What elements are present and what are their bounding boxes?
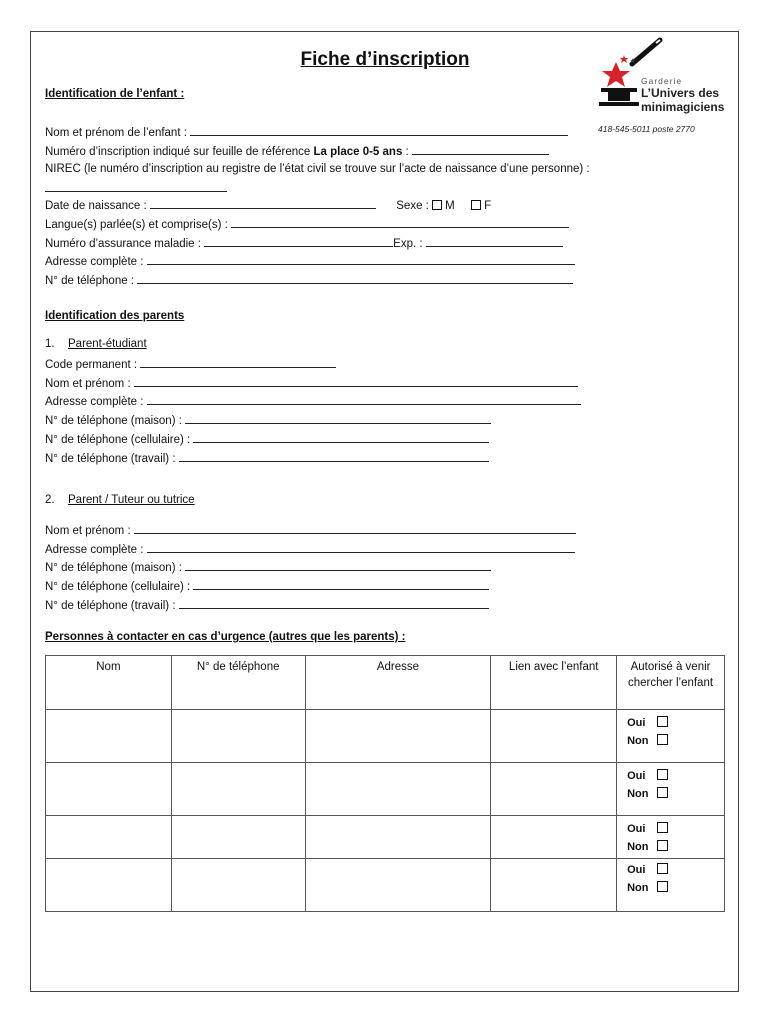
- sex-m-label: M: [445, 200, 455, 212]
- nirec-label: NIREC (le numéro d’inscription au registre de l’état civil se trouve sur l’acte de naissance d’une personne) :: [45, 163, 590, 175]
- contact-phone-cell[interactable]: [171, 763, 305, 816]
- authorized-yes-option: [627, 820, 724, 838]
- yes-label: Oui: [627, 770, 646, 782]
- parent2-work-field[interactable]: [179, 597, 489, 609]
- contact-authorized-cell: [617, 859, 725, 912]
- column-header-address: Adresse: [305, 656, 491, 710]
- contact-name-cell[interactable]: [46, 710, 172, 763]
- contact-address-cell[interactable]: [305, 763, 491, 816]
- child-address-row: [45, 253, 575, 269]
- languages-label: Langue(s) parlée(s) et comprise(s) :: [45, 219, 228, 231]
- logo-phone: 418-545-5011 poste 2770: [598, 124, 695, 134]
- logo-subtitle: Garderie: [641, 76, 683, 86]
- yes-checkbox[interactable]: [657, 822, 668, 833]
- child-inscription-row: [45, 143, 549, 159]
- authorized-yes-option: [627, 714, 724, 732]
- parent2-home-row: [45, 559, 491, 575]
- health-exp-label: Exp. :: [393, 238, 423, 250]
- parent2-number: 2.: [45, 494, 55, 506]
- inscription-label-post: :: [402, 146, 409, 158]
- star-icon: [602, 62, 630, 87]
- contact-authorized-cell: [617, 710, 725, 763]
- sex-f-label: F: [484, 200, 492, 212]
- authorized-no-option: [627, 838, 724, 856]
- parent1-cell-row: [45, 431, 489, 447]
- parent1-name-row: [45, 375, 578, 391]
- inscription-number-field[interactable]: [412, 143, 549, 155]
- inscription-label-pre: Numéro d’inscription indiqué sur feuille de référence: [45, 146, 314, 158]
- parent1-work-row: [45, 450, 489, 466]
- table-row: [46, 710, 725, 763]
- child-section-heading: Identification de l’enfant :: [45, 88, 185, 100]
- parent2-cell-field[interactable]: [193, 578, 489, 590]
- parent1-cell-field[interactable]: [193, 431, 489, 443]
- parent1-home-row: [45, 412, 491, 428]
- magician-hat-icon: [599, 88, 639, 106]
- emergency-section-heading: Personnes à contacter en cas d’urgence (autres que les parents) :: [45, 631, 406, 643]
- yes-checkbox[interactable]: [657, 769, 668, 780]
- parent2-name-field[interactable]: [134, 522, 576, 534]
- parent1-code-field[interactable]: [140, 356, 336, 368]
- parent1-code-row: [45, 356, 336, 372]
- authorized-no-option: [627, 879, 724, 897]
- contact-name-cell[interactable]: [46, 859, 172, 912]
- contact-relationship-cell[interactable]: [491, 710, 617, 763]
- parent2-title: Parent / Tuteur ou tutrice: [68, 494, 195, 506]
- parent1-work-label: N° de téléphone (travail) :: [45, 453, 176, 465]
- no-label: Non: [627, 735, 649, 747]
- birth-date-label: Date de naissance :: [45, 200, 147, 212]
- yes-checkbox[interactable]: [657, 716, 668, 727]
- child-phone-row: [45, 272, 573, 288]
- logo-name-line1: L’Univers des: [641, 86, 720, 100]
- no-checkbox[interactable]: [657, 734, 668, 745]
- child-name-label: Nom et prénom de l’enfant :: [45, 127, 187, 139]
- table-row: [46, 763, 725, 816]
- health-exp-field[interactable]: [426, 235, 563, 247]
- birth-date-field[interactable]: [150, 197, 376, 209]
- contact-relationship-cell[interactable]: [491, 859, 617, 912]
- column-header-phone: N° de téléphone: [171, 656, 305, 710]
- parents-section-heading: Identification des parents: [45, 310, 185, 322]
- birth-sex-row: [45, 197, 491, 213]
- parent2-address-row: [45, 541, 575, 557]
- contact-relationship-cell[interactable]: [491, 816, 617, 859]
- yes-checkbox[interactable]: [657, 863, 668, 874]
- health-row: [45, 235, 563, 251]
- nirec-field[interactable]: [45, 180, 227, 192]
- no-checkbox[interactable]: [657, 840, 668, 851]
- contact-authorized-cell: [617, 763, 725, 816]
- parent1-name-field[interactable]: [134, 375, 578, 387]
- no-checkbox[interactable]: [657, 787, 668, 798]
- contact-address-cell[interactable]: [305, 816, 491, 859]
- parent1-home-label: N° de téléphone (maison) :: [45, 415, 182, 427]
- contact-relationship-cell[interactable]: [491, 763, 617, 816]
- inscription-label-bold: La place 0-5 ans: [313, 146, 403, 158]
- contact-address-cell[interactable]: [305, 859, 491, 912]
- table-header-row: [46, 656, 725, 710]
- child-address-label: Adresse complète :: [45, 256, 144, 268]
- column-header-authorized: Autorisé à venir chercher l’enfant: [617, 656, 725, 710]
- emergency-contacts-table: [45, 655, 725, 912]
- child-name-field[interactable]: [190, 124, 568, 136]
- contact-phone-cell[interactable]: [171, 859, 305, 912]
- no-label: Non: [627, 788, 649, 800]
- logo-name-line2: minimagiciens: [641, 100, 725, 114]
- contact-name-cell[interactable]: [46, 816, 172, 859]
- yes-label: Oui: [627, 864, 646, 876]
- authorized-yes-option: [627, 861, 724, 879]
- sex-m-checkbox[interactable]: [432, 200, 442, 210]
- parent1-code-label: Code permanent :: [45, 359, 138, 371]
- yes-label: Oui: [627, 823, 646, 835]
- parent1-number: 1.: [45, 338, 55, 350]
- parent2-cell-label: N° de téléphone (cellulaire) :: [45, 581, 191, 593]
- parent2-address-field[interactable]: [147, 541, 575, 553]
- authorized-yes-option: [627, 767, 724, 785]
- parent1-address-field[interactable]: [147, 393, 581, 405]
- parent1-work-field[interactable]: [179, 450, 489, 462]
- sex-label: Sexe :: [396, 200, 429, 212]
- table-row: [46, 816, 725, 859]
- parent1-address-row: [45, 393, 581, 409]
- parent2-home-label: N° de téléphone (maison) :: [45, 562, 182, 574]
- parent2-name-row: [45, 522, 576, 538]
- health-number-label: Numéro d’assurance maladie :: [45, 238, 201, 250]
- parent2-home-field[interactable]: [185, 559, 491, 571]
- parent2-name-label: Nom et prénom :: [45, 525, 131, 537]
- parent1-title: Parent-étudiant: [68, 338, 147, 350]
- contact-authorized-cell: [617, 816, 725, 859]
- child-phone-label: N° de téléphone :: [45, 275, 134, 287]
- parent1-address-label: Adresse complète :: [45, 396, 144, 408]
- contact-address-cell[interactable]: [305, 710, 491, 763]
- magic-wand-icon: [632, 40, 660, 64]
- yes-label: Oui: [627, 717, 646, 729]
- no-label: Non: [627, 841, 649, 853]
- parent2-address-label: Adresse complète :: [45, 544, 144, 556]
- parent2-cell-row: [45, 578, 489, 594]
- authorized-no-option: [627, 785, 724, 803]
- nirec-row: [45, 180, 227, 196]
- parent1-home-field[interactable]: [185, 412, 491, 424]
- table-row: [46, 859, 725, 912]
- no-checkbox[interactable]: [657, 881, 668, 892]
- child-name-row: [45, 124, 568, 140]
- parent1-cell-label: N° de téléphone (cellulaire) :: [45, 434, 191, 446]
- parent2-work-row: [45, 597, 489, 613]
- child-address-field[interactable]: [147, 253, 575, 265]
- languages-field[interactable]: [231, 216, 569, 228]
- parent2-work-label: N° de téléphone (travail) :: [45, 600, 176, 612]
- languages-row: [45, 216, 569, 232]
- health-number-field[interactable]: [204, 235, 393, 247]
- column-header-name: Nom: [46, 656, 172, 710]
- parent2-heading: [45, 493, 195, 507]
- column-header-relationship: Lien avec l’enfant: [491, 656, 617, 710]
- child-phone-field[interactable]: [137, 272, 573, 284]
- contact-phone-cell[interactable]: [171, 710, 305, 763]
- authorized-no-option: [627, 732, 724, 750]
- sex-f-checkbox[interactable]: [471, 200, 481, 210]
- form-title: Fiche d’inscription: [300, 49, 470, 70]
- parent1-heading: [45, 337, 147, 351]
- parent1-name-label: Nom et prénom :: [45, 378, 131, 390]
- contact-name-cell[interactable]: [46, 763, 172, 816]
- contact-phone-cell[interactable]: [171, 816, 305, 859]
- no-label: Non: [627, 882, 649, 894]
